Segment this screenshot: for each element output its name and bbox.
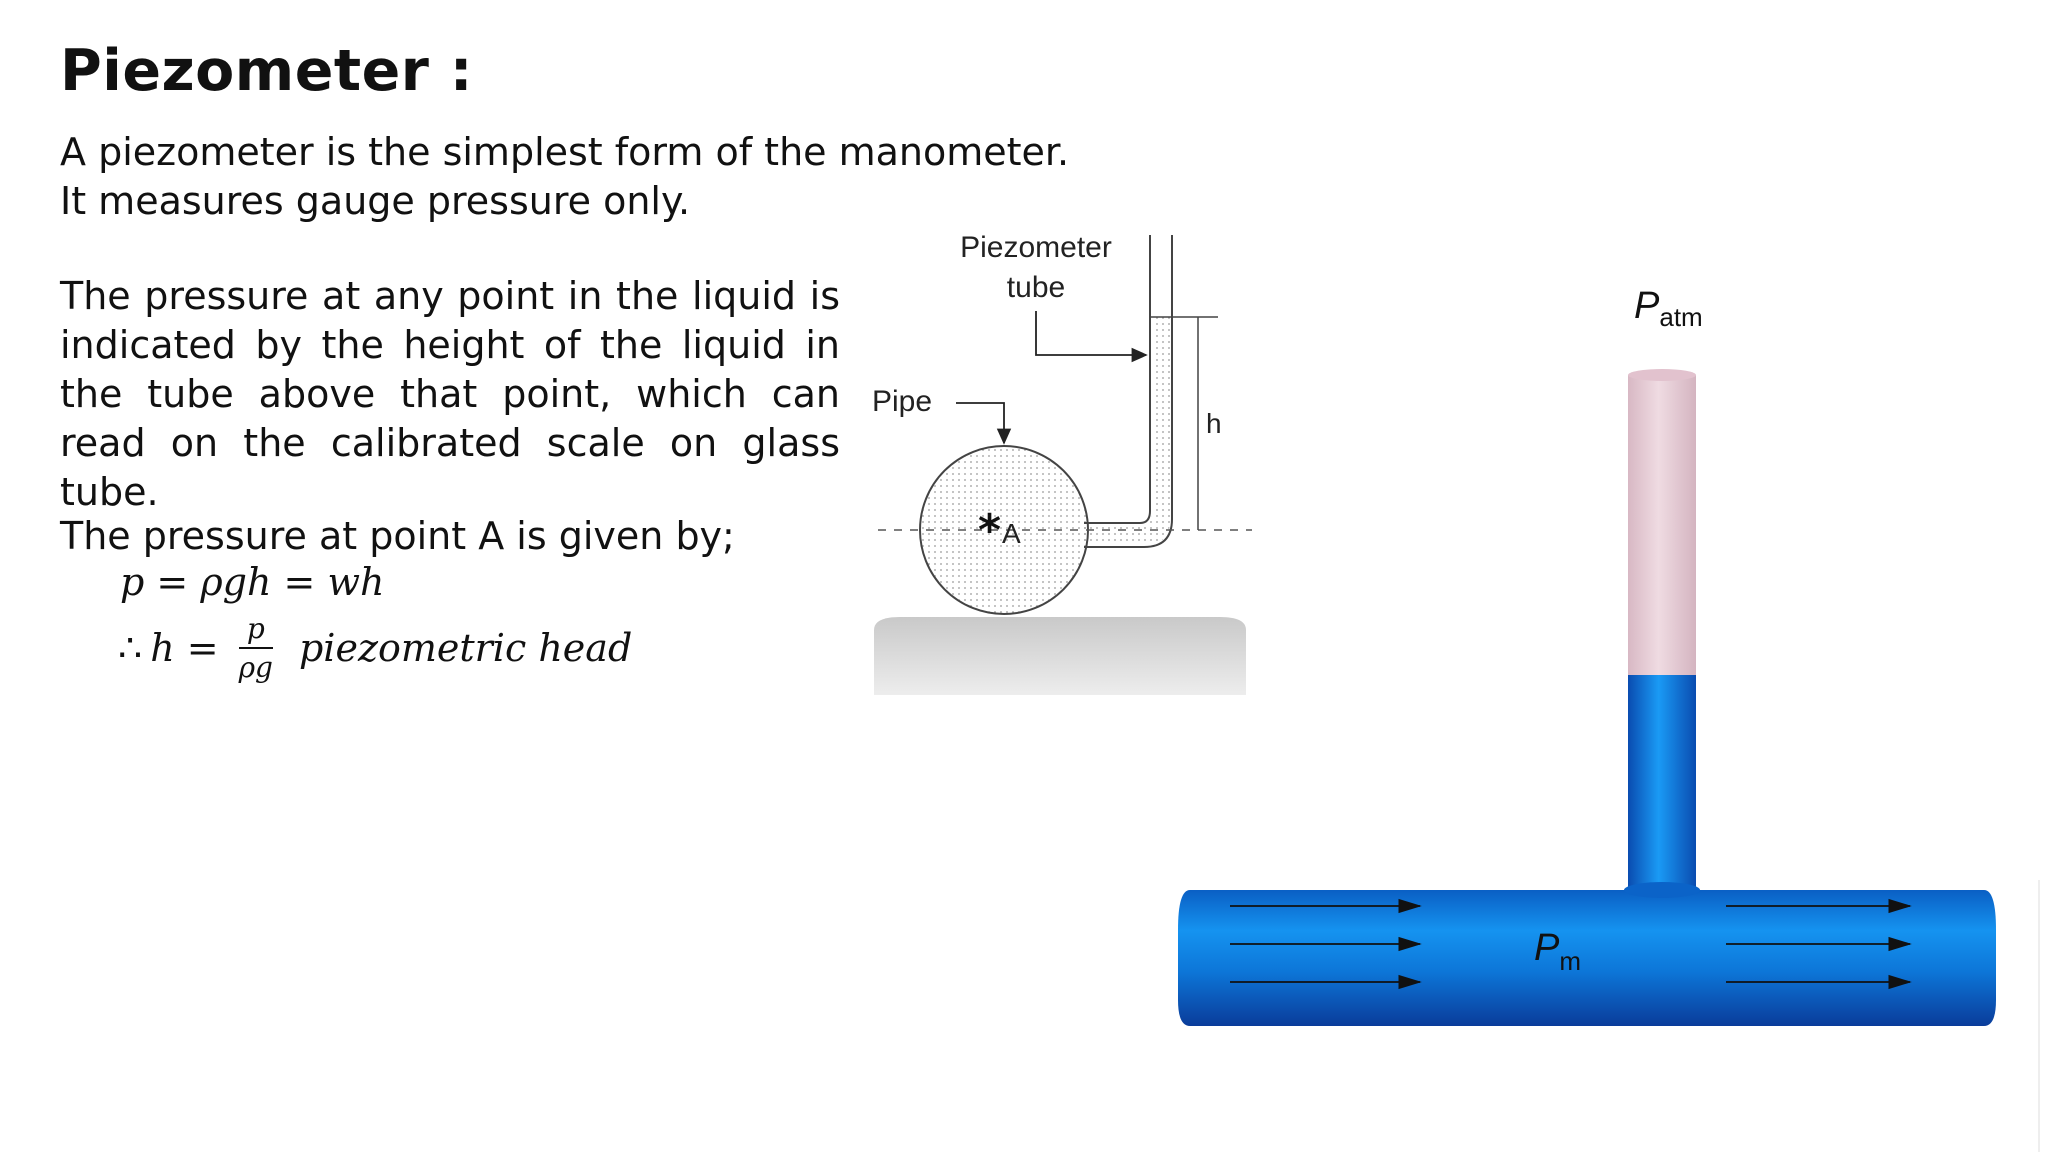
paragraph-explanation: The pressure at any point in the liquid is indicated by the height of the liquid in the tube above that point, which can read on the calibrated scale on glass tube. (60, 274, 840, 514)
pipe-tube-junction (1624, 882, 1700, 898)
patm-subscript: atm (1659, 302, 1703, 332)
point-a-marker: * (978, 505, 1002, 556)
tube-pointer-arrow (1036, 311, 1146, 355)
tube-label-line2: tube (1006, 271, 1066, 304)
equation-piezometric-head (118, 612, 632, 684)
paragraph-definition: A piezometer is the simplest form of the manometer. It measures gauge pressure only. (60, 130, 1070, 223)
pm-subscript: m (1559, 946, 1582, 976)
tube-liquid (1084, 317, 1170, 545)
therefore-symbol: ∴ (118, 626, 143, 670)
point-a-label: A (1002, 518, 1021, 549)
fraction (239, 612, 273, 684)
tube-air-section (1628, 375, 1696, 675)
tube-inner-wall (1084, 235, 1150, 523)
pm-symbol: P (1534, 927, 1560, 969)
tube-label-line1: Piezometer (960, 231, 1112, 264)
equation-lhs: h = (150, 626, 219, 670)
height-label: h (1206, 408, 1222, 439)
pipe-pointer-arrow (956, 403, 1004, 443)
tube-fluid-column (1628, 675, 1696, 890)
tube-top-opening (1628, 369, 1696, 381)
slide-title: Piezometer : (60, 38, 474, 104)
pipe-label: Pipe (872, 385, 933, 418)
paragraph-pressure-intro: The pressure at point A is given by; (60, 514, 735, 558)
fraction-denominator: ρg (238, 651, 273, 684)
slide-edge (2038, 880, 2040, 1152)
pipe-piezometer-illustration (1170, 280, 2000, 1040)
equation-pressure: p = ρgh = wh (120, 560, 385, 604)
patm-symbol: P (1634, 285, 1660, 327)
fraction-numerator: p (239, 612, 273, 649)
patm-label (1634, 285, 1703, 332)
equation-label: piezometric head (298, 626, 633, 670)
main-pipe (1178, 890, 1996, 1026)
